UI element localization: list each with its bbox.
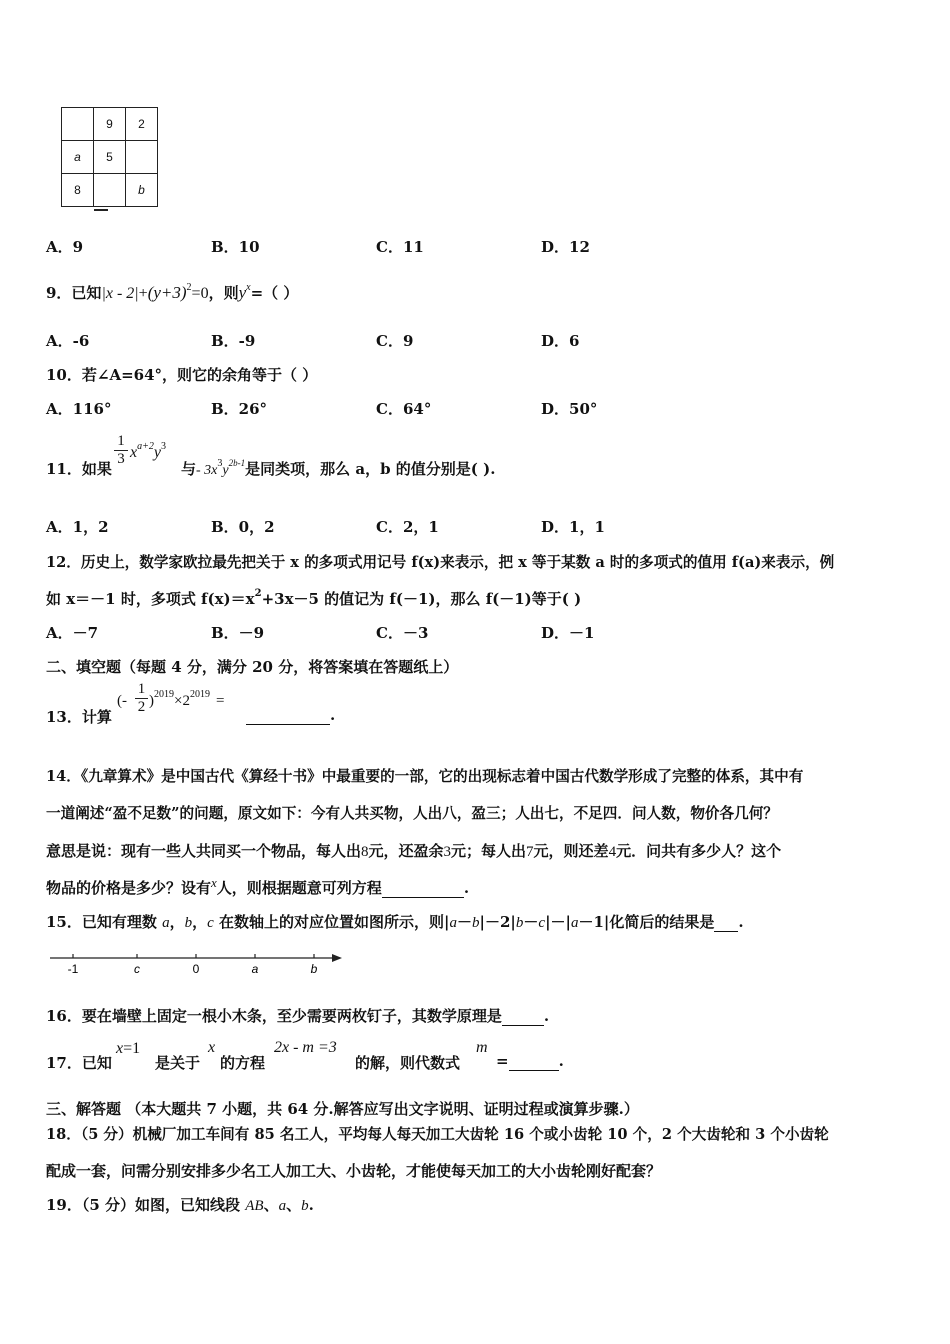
q12-line2-b: +3x－5 的值记为 f(－1)，那么 f(－1)等于( ) [261,590,582,608]
q15-var: a [449,915,457,931]
q15-text: |－2| [479,913,516,931]
q9-option-a: A．-6 [46,332,90,350]
q15-var: b [515,915,524,931]
question-16 [46,1005,549,1026]
q15-var-c: c [207,915,214,931]
grid-cell [126,141,158,174]
q9-plus: + [138,285,148,302]
q14-line3-e: 元．问共有多少人？这个 [616,842,782,860]
q19-ab: AB [245,1198,264,1214]
q9-mid: ，则 [208,284,239,302]
number-line-arrow [332,954,342,962]
q11-option-b: B．0，2 [211,518,275,536]
q8-option-c: C．11 [376,238,424,256]
q19-end: . [308,1196,314,1214]
q11-term1-x: x [130,444,138,461]
q14-line4-b: 人，则根据题意可列方程 [216,879,382,897]
q9-prefix: 9．已知 [46,284,102,302]
label-a: a [251,962,259,976]
q16-answer-blank [502,1007,544,1026]
q8-option-a: A．9 [46,238,84,256]
q19-sep: 、 [263,1196,279,1214]
q15-end: . [738,913,744,931]
q13-open: (- [117,693,127,709]
q13-close: ) [149,693,154,709]
q16-text: 16．要在墙壁上固定一根小木条，至少需要两枚钉子，其数学原理是 [46,1007,502,1025]
q11-term2-y: y [222,463,229,478]
grid-cell: 2 [126,108,158,141]
q13-frac-den: 2 [135,698,148,716]
q8-option-b: B．10 [211,238,260,256]
q14-num-7: 7 [526,844,534,860]
q17-answer [496,1052,564,1071]
q14-num-8: 8 [361,844,369,860]
q17-answer-blank [509,1052,559,1071]
q15-text: 15．已知有理数 [46,913,163,931]
q10-option-a: A．116° [46,400,112,418]
q15-var: c [538,915,546,931]
q12-line2-sup: 2 [254,588,262,599]
q12-option-b: B．－9 [211,624,265,642]
grid-cell: 9 [94,108,126,141]
q9-option-c: C．9 [376,332,414,350]
q14-line4 [46,877,469,898]
q17-xvar: x [208,1039,216,1056]
grid-cell [94,174,126,207]
q9-abs-expr: |x - 2| [101,285,139,302]
q19-b: b [301,1198,309,1214]
q9-option-b: B．-9 [211,332,256,350]
grid-cell: b [126,174,158,207]
q12-line2-a: 如 x＝－1 时，多项式 f(x)＝x [46,590,255,608]
q18-line2: 配成一套，问需分别安排多少名工人加工大、小齿轮，才能使每天加工的大小齿轮刚好配套？ [46,1162,662,1180]
q15-sep: ， [169,913,185,931]
q13-answer-blank [246,706,330,725]
q13-frac-num: 1 [137,681,146,697]
q9-exponent: 2 [186,282,192,293]
q14-x-var: x [211,875,217,890]
q17-suffix: . [558,1052,564,1070]
q19-sep: 、 [286,1196,302,1214]
q11-term1-y: y [153,444,161,461]
q11-term2-yexp: 2b-1 [228,458,246,468]
section-3-heading: 三、解答题 （本大题共 7 小题，共 64 分.解答应写出文字说明、证明过程或演算步骤.） [46,1100,639,1118]
q15-text: |－| [545,913,571,931]
q11-rest [181,458,495,479]
q10-option-b: B．26° [211,400,268,418]
grid-underline-mark [94,209,108,211]
q19-a: a [278,1198,287,1214]
q15-var: a [570,915,579,931]
q11-fraction [114,433,128,468]
q14-line4-a: 物品的价格是多少？设有 [46,879,212,897]
q13-suffix: . [330,706,336,724]
q11-suffix: 是同类项，那么 a，b 的值分别是( ). [245,460,496,478]
question-9 [46,282,298,303]
q9-x-exp: x [246,282,251,293]
q12-option-d: D．－1 [541,624,595,642]
q13-answer [246,706,335,725]
q13-exp2: 2019 [189,689,210,700]
q9-paren-expr: (y+3) [147,283,187,302]
q14-line3 [46,840,781,861]
q14-line1: 14．《九章算术》是中国古代《算经十书》中最重要的一部，它的出现标志着中国古代数学形成了完整的体系，其中有 [46,768,804,785]
q14-line2: 一道阐述“盈不足数”的问题，原文如下：今有人共买物，人出八，盈三；人出七，不足四．问人数，物价各几何？ [46,805,778,822]
q12-option-a: A．－7 [46,624,99,642]
q9-suffix: =（ ） [250,284,299,302]
number-line-figure [46,948,346,978]
q11-term2: - 3x [196,463,218,478]
q11-frac-num: 1 [117,433,125,449]
q14-num-3: 3 [443,844,452,860]
q10-option-d: D．50° [541,400,598,418]
label-c: c [134,962,140,976]
q14-line3-d: 元，则还差 [533,842,609,860]
grid-cell: a [62,141,94,174]
q15-var-a: a [162,915,170,931]
q15-answer-blank [714,913,738,932]
q17-x: x [116,1040,124,1057]
q9-equals: =0 [191,285,209,302]
q18-line1: 18．（5 分）机械厂加工车间有 85 名工人，平均每人每天加工大齿轮 16 个或小齿轮 10 个，2 个大齿轮和 3 个小齿轮 [46,1126,829,1143]
grid-cell [62,108,94,141]
q15-text: － [457,913,473,931]
q11-term1 [130,443,166,462]
q13-exp1: 2019 [154,689,174,700]
q14-line3-c: 元；每人出 [451,842,527,860]
q11-with: 与 [181,460,197,478]
q17-x-value: =1 [123,1040,141,1057]
q13-fraction [135,681,148,716]
question-10: 10．若∠A=64°，则它的余角等于（ ） [46,366,318,384]
q11-option-a: A．1，2 [46,518,109,536]
q11-prefix: 11．如果 [46,460,112,478]
q11-option-c: C．2，1 [376,518,439,536]
q12-line1: 12．历史上，数学家欧拉最先把关于 x 的多项式用记号 f(x)来表示，把 x 等于某数 a 时的多项式的值用 f(a)来表示，例 [46,554,835,571]
q11-frac-den: 3 [114,450,128,468]
q11-term2-xexp: 3 [217,458,223,469]
question-15 [46,911,744,932]
q17-m: m [476,1039,488,1056]
q10-option-c: C．64° [376,400,432,418]
q15-text: 在数轴上的对应位置如图所示，则| [213,913,450,931]
label-0: 0 [192,962,200,976]
label-b: b [310,962,318,976]
q17-prefix: 17．已知 [46,1054,112,1072]
q8-option-d: D．12 [541,238,590,256]
q14-line3-b: 元，还盈余 [368,842,444,860]
q13-expr [149,689,225,710]
grid-cell: 8 [62,174,94,207]
q11-term1-yexp: 3 [160,441,166,452]
q17-x-eq-1 [116,1039,140,1058]
q17-equation: 2x - m =3 [274,1039,337,1056]
q15-sep: ， [192,913,208,931]
q15-var-b: b [184,915,193,931]
grid-cell: 5 [94,141,126,174]
section-2-heading: 二、填空题（每题 4 分，满分 20 分，将答案填在答题纸上） [46,658,459,676]
q14-num-4: 4 [608,844,617,860]
q14-line3-a: 意思是说：现有一些人共同买一个物品，每人出 [46,842,362,860]
q17-eqsign: = [496,1052,509,1070]
q15-text: － [523,913,539,931]
q17-mid1: 是关于 [155,1054,201,1072]
q16-suffix: . [543,1007,550,1025]
q13-prefix: 13．计算 [46,708,112,726]
q15-text: －1|化简后的结果是 [578,913,715,931]
q11-term1-xexp: a+2 [137,441,154,452]
q17-mid2: 的方程 [220,1054,266,1072]
number-grid-figure [61,107,158,207]
question-19 [46,1194,314,1215]
q19-text: 19．（5 分）如图，已知线段 [46,1196,246,1214]
q14-answer-blank [382,879,464,898]
q13-times: ×2 [174,693,190,709]
q15-var: b [472,915,480,931]
q12-option-c: C．－3 [376,624,429,642]
q9-option-d: D．6 [541,332,580,350]
q14-line4-c: . [463,879,470,897]
q9-y-base: y [238,283,247,302]
label-minus-1: -1 [67,962,79,976]
q12-line2 [46,588,581,609]
q11-option-d: D．1，1 [541,518,605,536]
q13-eq: = [215,693,225,709]
q17-mid3: 的解，则代数式 [355,1054,461,1072]
